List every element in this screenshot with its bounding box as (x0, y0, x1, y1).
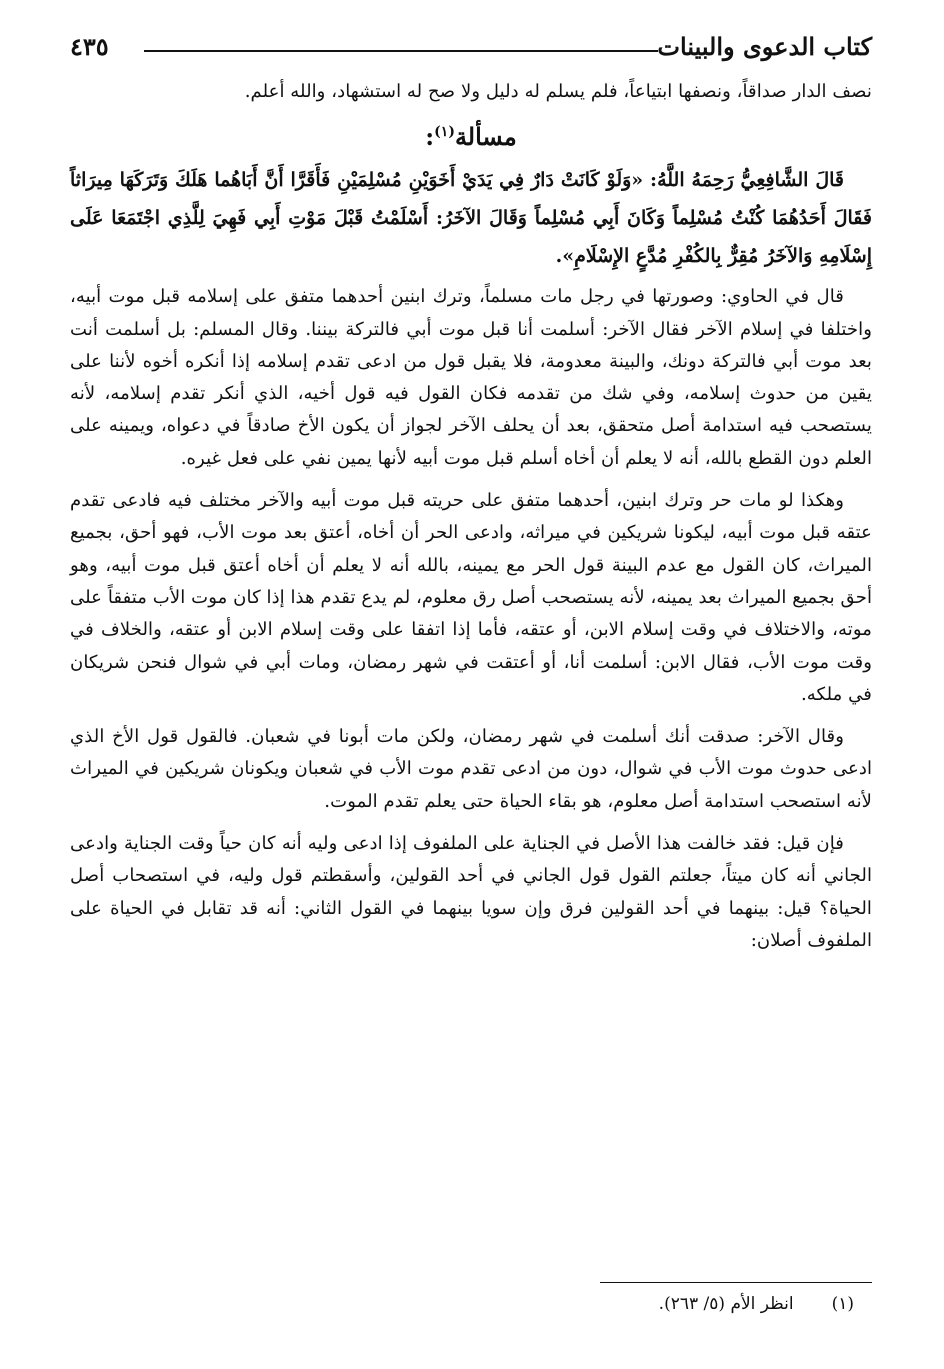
section-heading-colon: : (425, 122, 435, 152)
header-title: كتاب الدعوى والبينات (657, 32, 872, 61)
intro-paragraph: نصف الدار صداقاً، ونصفها ابتياعاً، فلم يسلم له دليل ولا صح له استشهاد، والله أعلم. (244, 81, 872, 102)
paragraph-hawi: قال في الحاوي: وصورتها في رجل مات مسلماً، وترك ابنين أحدهما متفق على إسلامه قبل موت أبيه، واختلفا في إسلام الآخر فقال الآخر: أسلمت أنا قبل موت أبي فالتركة بيننا. وقال المسلم: بل أسلمت أنت بعد موت أبي فالتركة دونك، والبينة معدومة، فلا يقبل قول من ادعى تقدم إسلامه إذا أنكره أخوه لأننا على يقين من حدوث إسلامه، وفي شك من تقدمه فكان القول فيه قول أخيه، الذي أنكر تقدم إسلامه، لأنه يستصحب فيه استدامة أصل متحقق، بعد أن يحلف الآخر لجواز أن يكون الأخ صادقاً في دعواه، ويمينه على العلم دون القطع بالله، أنه لا يعلم أن أخاه أسلم قبل موت أبيه لأنها يمين نفي على فعل غيره. (70, 286, 872, 469)
section-heading (70, 122, 872, 151)
header-rule (144, 50, 658, 52)
running-header (70, 28, 872, 68)
paragraph-other-brother: وقال الآخر: صدقت أنك أسلمت في شهر رمضان، ولكن مات أبونا في شعبان. فالقول قول الأخ الذي ادعى حدوث موت الأب في شوال، دون من ادعى تقدم موت الأب في شعبان ويكونان شريكين في الميراث لأنه استصحب استدامة أصل معلوم، هو بقاء الحياة حتى يعلم تقدم الموت. (70, 726, 872, 812)
section-heading-title: مسألة (454, 122, 517, 152)
book-page (70, 28, 872, 1348)
footnote-number: (١) (831, 1294, 854, 1314)
footnote (659, 1294, 854, 1314)
page-number: ٤٣٥ (70, 32, 109, 61)
footnote-text: انظر الأم (٥/ ٢٦٣). (658, 1294, 794, 1314)
shafii-quote: قَالَ الشَّافِعِيُّ رَحِمَهُ اللَّهُ: «وَلَوْ كَانَتْ دَارٌ فِي يَدَيْ أَخَوَيْنِ مُسْلِمَيْنِ فَأَقَرَّا أَنَّ أَبَاهُما هَلَكَ وَتَرَكَهَا مِيرَاثاً فَقَالَ أَحَدُهُمَا كُنْتُ مُسْلِماً وَكَانَ أَبِي مُسْلِماً وَقَالَ الآخَرُ: أَسْلَمْتُ قَبْلَ مَوْتِ أَبِي فَهِيَ لِلَّذِي اجْتَمَعَا عَلَى إِسْلَامِهِ وَالآخَرُ مُقِرٌّ بِالكُفْرِ مُدَّعٍ الإِسْلَامِ». (70, 169, 872, 268)
paragraph-free-man: وهكذا لو مات حر وترك ابنين، أحدهما متفق على حريته قبل موت أبيه والآخر مختلف فيه فادعى تقدم عتقه قبل موت أبيه، ليكونا شريكين في ميراثه، وادعى الحر أن أخاه، أعتق بعد موت الأب، فهو أحق، بجميع الميراث، كان القول مع عدم البينة قول الحر مع يمينه، بالله أنه لا يعلم أن أخاه أعتق قبل موت أبيه، وهو أحق بجميع الميراث بعد يمينه، لأنه يستصحب أصل رق معلوم، لم يدع تقدم هذا إذا كان موت الأب متفقاً على موته، والاختلاف في وقت إسلام الابن، أو عتقه، فأما إذا اتفقا على وقت إسلام الابن أو عتقه، والخلاف في وقت موت الأب، فقال الابن: أسلمت أنا، أو أعتقت في شهر رمضان، ومات أبي في شوال فنحن شريكان في ملكه. (70, 490, 872, 705)
footnote-reference[interactable]: (١) (434, 124, 455, 141)
footnote-divider (600, 1282, 872, 1283)
paragraph-objection: فإن قيل: فقد خالفت هذا الأصل في الجناية على الملفوف إذا ادعى وليه أنه كان حياً وقت الجناية وادعى الجاني أنه كان ميتاً، جعلتم القول قول الجاني في أحد القولين، وأسقطتم قول وليه، في استصحاب أصل الحياة؟ قيل: بينهما في أحد القولين فرق وإن سويا بينهما في القول الثاني: أنه قد تقابل في الحياة على الملفوف أصلان: (70, 833, 872, 951)
